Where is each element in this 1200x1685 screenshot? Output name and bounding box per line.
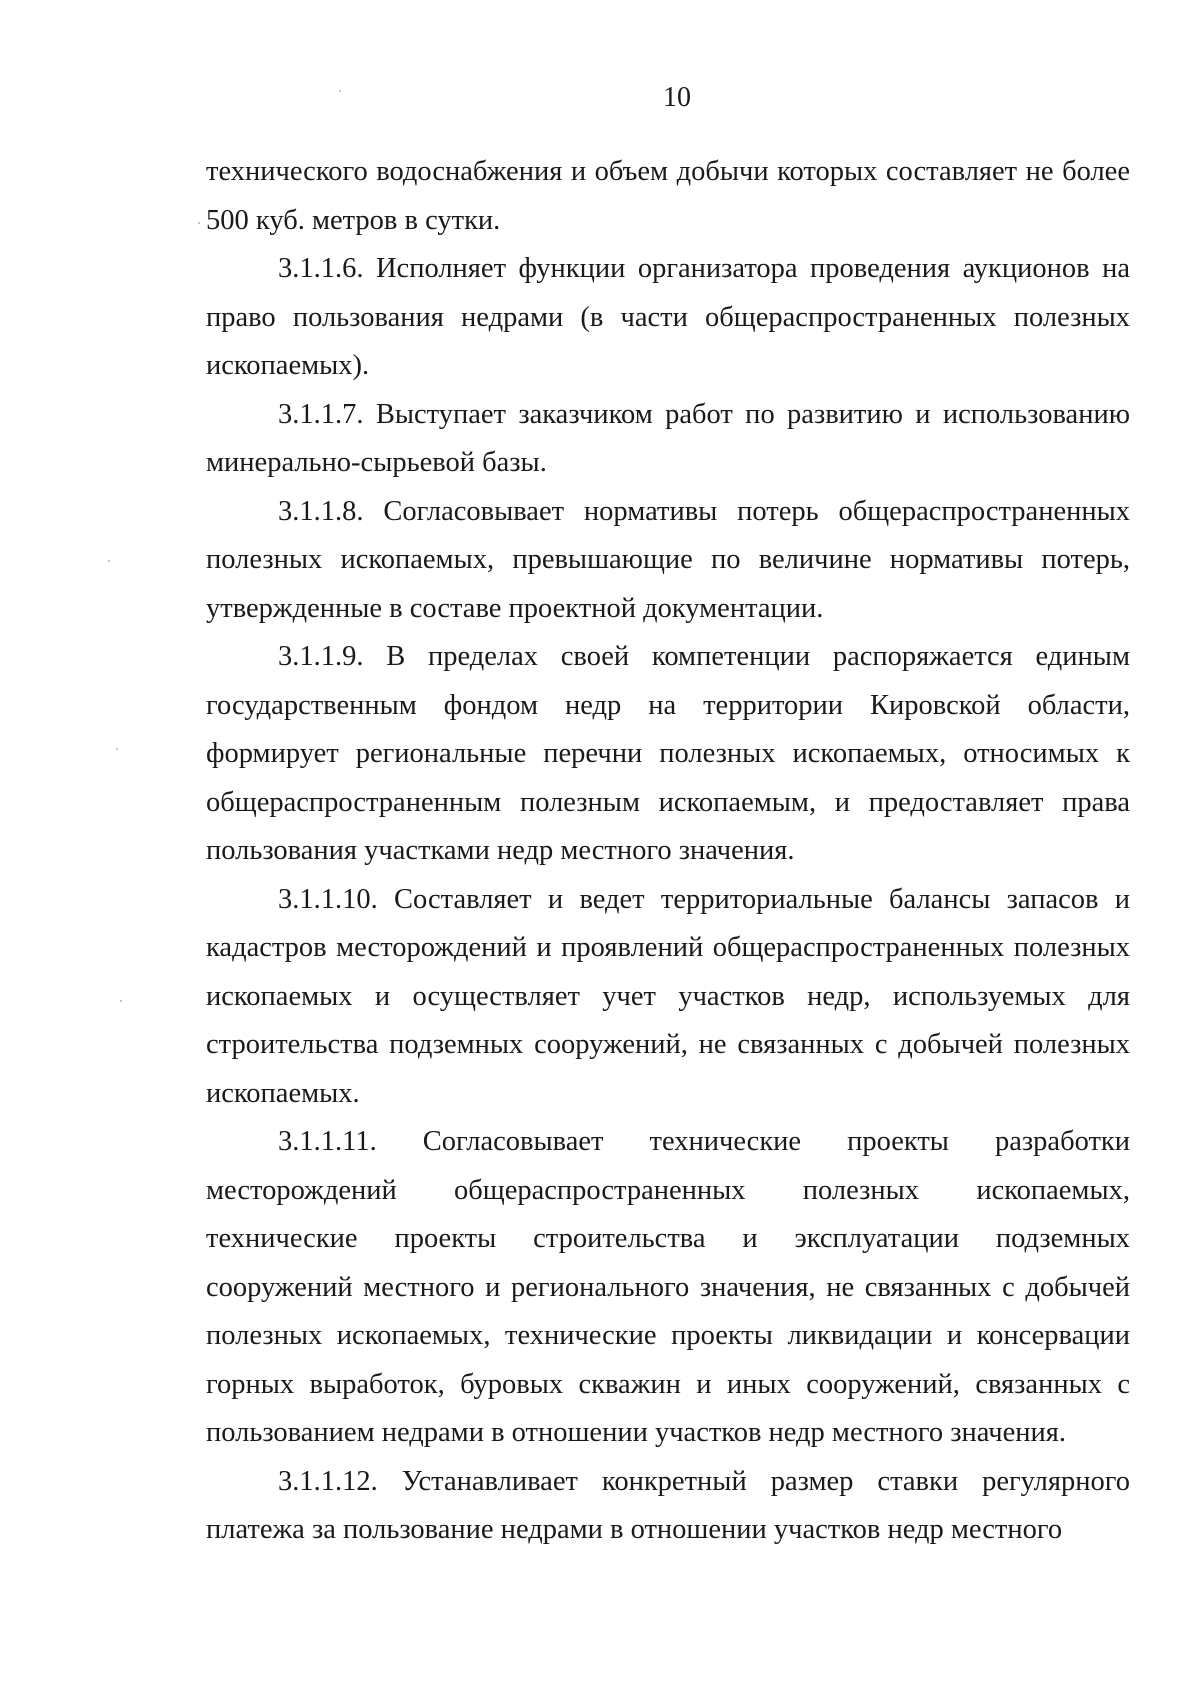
paragraph-3-1-1-10: 3.1.1.10. Составляет и ведет территориальные балансы запасов и кадастров месторождений и проявлений общераспространенных полезных ископаемых и осуществляет учет участков недр, используемых для строительства подземных сооружений, не связанных с добычей полезных ископаемых. bbox=[206, 883, 1130, 1109]
paragraph-continuation: технического водоснабжения и объем добычи которых составляет не более 500 куб. метров в сутки. bbox=[206, 156, 1130, 236]
scan-artifact bbox=[120, 1000, 122, 1002]
scan-artifact bbox=[198, 222, 200, 224]
paragraph-3-1-1-7: 3.1.1.7. Выступает заказчиком работ по развитию и использованию минерально-сырьевой базы. bbox=[206, 398, 1130, 478]
document-body bbox=[206, 148, 1130, 1555]
paragraph-3-1-1-6: 3.1.1.6. Исполняет функции организатора проведения аукционов на право пользования недрами (в части общераспространенных полезных ископаемых). bbox=[206, 253, 1130, 381]
page-number: 10 bbox=[663, 82, 691, 113]
paragraph-3-1-1-8: 3.1.1.8. Согласовывает нормативы потерь общераспространенных полезных ископаемых, превышающие по величине нормативы потерь, утвержденные в составе проектной документации. bbox=[206, 495, 1130, 624]
scan-artifact bbox=[339, 90, 341, 92]
paragraph-3-1-1-12: 3.1.1.12. Устанавливает конкретный размер ставки регулярного платежа за пользование недрами в отношении участков недр местного bbox=[206, 1465, 1130, 1545]
scan-artifact bbox=[108, 560, 110, 562]
paragraph-3-1-1-9: 3.1.1.9. В пределах своей компетенции распоряжается единым государственным фондом недр на территории Кировской области, формирует региональные перечни полезных ископаемых, относимых к общераспространенным полезным ископаемым, и предоставляет права пользования участками недр местного значения. bbox=[206, 641, 1130, 866]
scan-artifact bbox=[116, 748, 118, 750]
paragraph-3-1-1-11: 3.1.1.11. Согласовывает технические проекты разработки месторождений общераспространенных полезных ископаемых, технические проекты строительства и эксплуатации подземных сооружений местного и регионального значения, не связанных с добычей полезных ископаемых, технические проекты ликвидации и консервации горных выработок, буровых скважин и иных сооружений, связанных с пользованием недрами в отношении участков недр местного значения. bbox=[206, 1126, 1130, 1448]
